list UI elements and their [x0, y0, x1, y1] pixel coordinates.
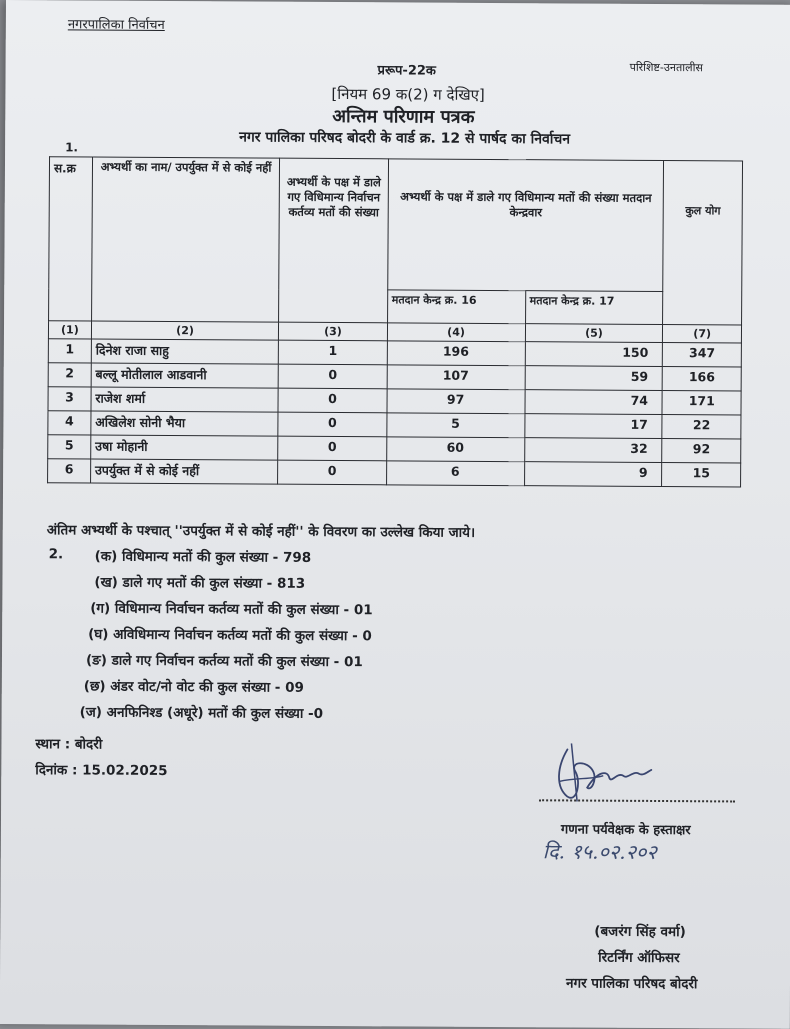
- col-header-center2: मतदान केन्द्र क्र. 17: [525, 291, 663, 325]
- colnum: (1): [48, 321, 91, 339]
- cell-center1: 60: [386, 437, 524, 462]
- summary-item: (ज) अनफिनिश्ड (अधूरे) मतों की कुल संख्या -0: [79, 704, 324, 722]
- summary-item: (ग) विधिमान्य निर्वाचन कर्तव्य मतों की कुल संख्या - 01: [90, 600, 373, 619]
- summary-item: (छ) अंडर वोट/नो वोट की कुल संख्या - 09: [83, 678, 304, 696]
- returning-officer-org: नगर पालिका परिषद बोदरी: [565, 975, 698, 993]
- cell-postal: 0: [278, 436, 386, 461]
- cell-total: 22: [662, 415, 741, 439]
- form-number: प्ररूप-22क: [377, 63, 436, 79]
- cell-name: राजेश शर्मा: [91, 387, 279, 412]
- cell-postal: 0: [278, 460, 386, 485]
- cell-center1: 5: [386, 413, 524, 438]
- page-title: अन्तिम परिणाम पत्रक: [332, 105, 475, 128]
- place-label: स्थान : बोदरी: [35, 736, 103, 753]
- cell-sn: 1: [48, 339, 91, 363]
- cell-postal: 1: [279, 340, 387, 365]
- returning-officer-title: रिटर्निंग ऑफिसर: [598, 949, 680, 967]
- table-note: अंतिम अभ्यर्थी के पश्चात् ''उपर्युक्त में से कोई नहीं'' के विवरण का उल्लेख किया जाये।: [46, 522, 476, 541]
- returning-officer-name: (बजरंग सिंह वर्मा): [594, 923, 686, 941]
- cell-name: उपर्युक्त में से कोई नहीं: [90, 459, 278, 484]
- col-header-sn: स.क्र: [49, 157, 93, 321]
- cell-postal: 0: [278, 364, 386, 389]
- cell-sn: 5: [48, 435, 91, 459]
- cell-sn: 3: [48, 387, 91, 411]
- cell-name: अखिलेश सोनी भैया: [91, 411, 279, 436]
- cell-total: 15: [662, 463, 741, 487]
- summary-item: (ङ) डाले गए निर्वाचन कर्तव्य मतों की कुल संख्या - 01: [85, 652, 363, 671]
- cell-center1: 107: [387, 365, 525, 390]
- cell-total: 171: [662, 391, 741, 415]
- cell-center1: 196: [387, 341, 525, 366]
- colnum: (4): [387, 323, 525, 342]
- cell-center1: 97: [387, 389, 525, 414]
- header-appendix: परिशिष्ट-उनतालीस: [629, 60, 703, 75]
- header-election-type: नगरपालिका निर्वाचन: [67, 17, 165, 33]
- col-header-centers: अभ्यर्थी के पक्ष में डाले गए विधिमान्य मतों की संख्या मतदान केन्द्रवार: [387, 159, 664, 292]
- cell-total: 92: [662, 439, 741, 463]
- cell-name: दिनेश राजा साहु: [91, 339, 279, 364]
- colnum: (7): [663, 325, 742, 343]
- cell-sn: 4: [48, 411, 91, 435]
- cell-center2: 59: [525, 366, 663, 391]
- cell-total: 166: [663, 367, 742, 391]
- cell-sn: 2: [48, 363, 91, 387]
- col-header-name: अभ्यर्थी का नाम/ उपर्युक्त में से कोई नहीं: [91, 157, 279, 322]
- col-header-postal: अभ्यर्थी के पक्ष में डाले गए विधिमान्य निर्वाचन कर्तव्य मतों की संख्या: [279, 158, 388, 323]
- cell-sn: 6: [48, 459, 91, 483]
- handwritten-date: दि. १५.०२.२०२: [542, 839, 657, 864]
- cell-total: 347: [663, 343, 742, 367]
- colnum: (2): [91, 321, 279, 340]
- cell-postal: 0: [278, 412, 386, 437]
- cell-postal: 0: [278, 388, 386, 413]
- section-number-1: 1.: [65, 140, 79, 155]
- summary-item: (क) विधिमान्य मतों की कुल संख्या - 798: [94, 548, 312, 566]
- summary-item: (ख) डाले गए मतों की कुल संख्या - 813: [94, 574, 306, 592]
- cell-center2: 32: [524, 438, 662, 463]
- colnum: (5): [525, 324, 663, 343]
- cell-center2: 74: [524, 390, 662, 415]
- colnum: (3): [279, 322, 387, 341]
- counting-supervisor-label: गणना पर्यवेक्षक के हस्ताक्षर: [560, 822, 691, 839]
- table-header-row: [49, 157, 743, 292]
- page-subtitle: नगर पालिका परिषद बोदरी के वार्ड क्र. 12 से पार्षद का निर्वाचन: [239, 129, 571, 148]
- cell-center2: 150: [525, 342, 663, 367]
- cell-name: उषा मोहानी: [91, 435, 279, 460]
- rule-reference: [नियम 69 क(2) ग देखिए]: [331, 84, 485, 104]
- table-row: [48, 459, 741, 487]
- cell-center2: 9: [524, 462, 662, 487]
- col-header-total: कुल योग: [663, 161, 743, 325]
- col-header-center1: मतदान केन्द्र क्र. 16: [387, 290, 525, 324]
- results-table: [47, 156, 743, 487]
- summary-item: (घ) अविधिमान्य निर्वाचन कर्तव्य मतों की कुल संख्या - 0: [88, 626, 372, 645]
- cell-center1: 6: [386, 461, 524, 486]
- date-label: दिनांक : 15.02.2025: [35, 762, 168, 780]
- section-number-2: 2.: [48, 546, 64, 563]
- cell-name: बल्लू मोतीलाल आडवानी: [91, 363, 279, 388]
- cell-center2: 17: [524, 414, 662, 439]
